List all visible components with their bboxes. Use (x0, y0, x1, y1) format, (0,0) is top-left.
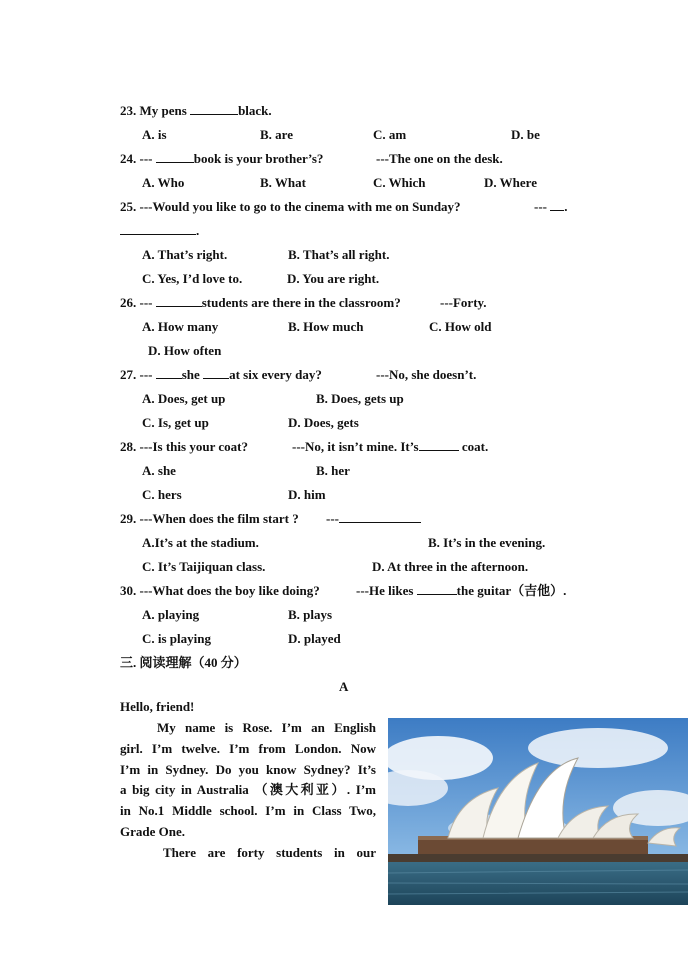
option-a: A. Does, get up (142, 391, 226, 406)
option-a: A. is (142, 127, 167, 142)
option-d: D. Does, gets (288, 415, 359, 430)
answer-blank (156, 367, 182, 379)
option-b: B. How much (288, 319, 364, 334)
reply-prefix: ---No, it isn’t mine. It’s (292, 439, 419, 454)
option-a: A. playing (142, 607, 200, 622)
question-26-stem: students are there in the classroom? (201, 295, 401, 310)
answer-blank (417, 583, 457, 595)
answer-blank (550, 199, 564, 211)
question-23 (120, 103, 272, 119)
answer-blank (120, 223, 196, 235)
question-23-stem-end: black. (238, 103, 272, 118)
question-26-prefix: 26. --- (120, 295, 153, 310)
reply-end: coat. (461, 439, 489, 454)
option-d: D. played (288, 631, 341, 646)
option-c: C. How old (429, 319, 492, 334)
option-a: A. Who (142, 175, 185, 190)
passage-line: in No.1 Middle school. I’m in Class Two, (120, 803, 376, 819)
question-28-reply (292, 439, 488, 455)
passage-greeting: Hello, friend! (120, 699, 195, 714)
passage-line: I’m in Sydney. Do you know Sydney? It’s (120, 761, 376, 777)
question-27-reply: ---No, she doesn’t. (376, 367, 477, 382)
question-30-reply (356, 583, 566, 599)
option-c: C. It’s Taijiquan class. (142, 559, 266, 574)
answer-blank (156, 151, 194, 163)
option-d: D. How often (148, 343, 222, 358)
reply-prefix: ---He likes (356, 583, 414, 598)
option-d: D. be (511, 127, 540, 142)
option-b: B. That’s all right. (288, 247, 390, 262)
question-26 (120, 295, 401, 311)
option-b: B. are (260, 127, 293, 142)
option-b: B. It’s in the evening. (428, 535, 546, 550)
option-b: B. her (316, 463, 350, 478)
sydney-opera-house-image (388, 718, 688, 905)
reply-end: the guitar（吉他）. (456, 583, 567, 598)
option-c: C. Is, get up (142, 415, 209, 430)
question-25: 25. ---Would you like to go to the cinema with me on Sunday? (120, 199, 461, 214)
line2-end: . (196, 223, 200, 238)
answer-blank (190, 103, 238, 115)
option-a: A. How many (142, 319, 219, 334)
question-24-stem: book is your brother’s? (193, 151, 324, 166)
option-c: C. am (373, 127, 407, 142)
question-24-reply: ---The one on the desk. (376, 151, 503, 166)
option-a: A. That’s right. (142, 247, 228, 262)
reply-prefix: --- (534, 199, 547, 214)
question-23-stem: 23. My pens (120, 103, 187, 118)
passage-line: My name is Rose. I’m an English (157, 720, 376, 735)
passage-line: girl. I’m twelve. I’m from London. Now (120, 740, 376, 756)
option-a: A. she (142, 463, 176, 478)
section-heading: 三. 阅读理解（40 分） (120, 655, 247, 670)
passage-line: Grade One. (120, 823, 185, 839)
question-28: 28. ---Is this your coat? (120, 439, 248, 454)
option-d: D. Where (484, 175, 537, 190)
question-29: 29. ---When does the film start ? (120, 511, 299, 526)
option-c: C. hers (142, 487, 182, 502)
question-27 (120, 367, 322, 383)
passage-title: A (339, 679, 349, 694)
option-b: B. plays (288, 607, 333, 622)
question-26-reply: ---Forty. (440, 295, 487, 310)
answer-blank (419, 439, 459, 451)
passage-line: There are forty students in our (163, 844, 376, 860)
option-d: D. At three in the afternoon. (372, 559, 529, 574)
question-30: 30. ---What does the boy like doing? (120, 583, 320, 598)
opera-house-illustration (388, 718, 688, 905)
option-a: A.It’s at the stadium. (142, 535, 259, 550)
option-b: B. What (260, 175, 306, 190)
option-c: C. Which (373, 175, 426, 190)
reply-end: . (564, 199, 568, 214)
question-24-prefix: 24. --- (120, 151, 153, 166)
reply-prefix: --- (326, 511, 339, 526)
question-27-stem-2: at six every day? (229, 367, 322, 382)
passage-body (120, 718, 376, 864)
option-b: B. Does, gets up (316, 391, 404, 406)
option-c: C. is playing (142, 631, 211, 646)
answer-blank (203, 367, 229, 379)
option-d: D. You are right. (287, 271, 380, 286)
passage-line: a big city in Australia （澳大利亚）. I’m (120, 782, 376, 798)
question-29-reply (326, 511, 421, 527)
question-27-prefix: 27. --- (120, 367, 153, 382)
question-24 (120, 151, 323, 167)
option-c: C. Yes, I’d love to. (142, 271, 243, 286)
answer-blank (156, 295, 202, 307)
question-25-reply (534, 199, 568, 215)
question-27-stem-1: she (181, 367, 200, 382)
answer-blank (339, 511, 421, 523)
option-d: D. him (288, 487, 326, 502)
question-25-line2 (120, 223, 199, 239)
